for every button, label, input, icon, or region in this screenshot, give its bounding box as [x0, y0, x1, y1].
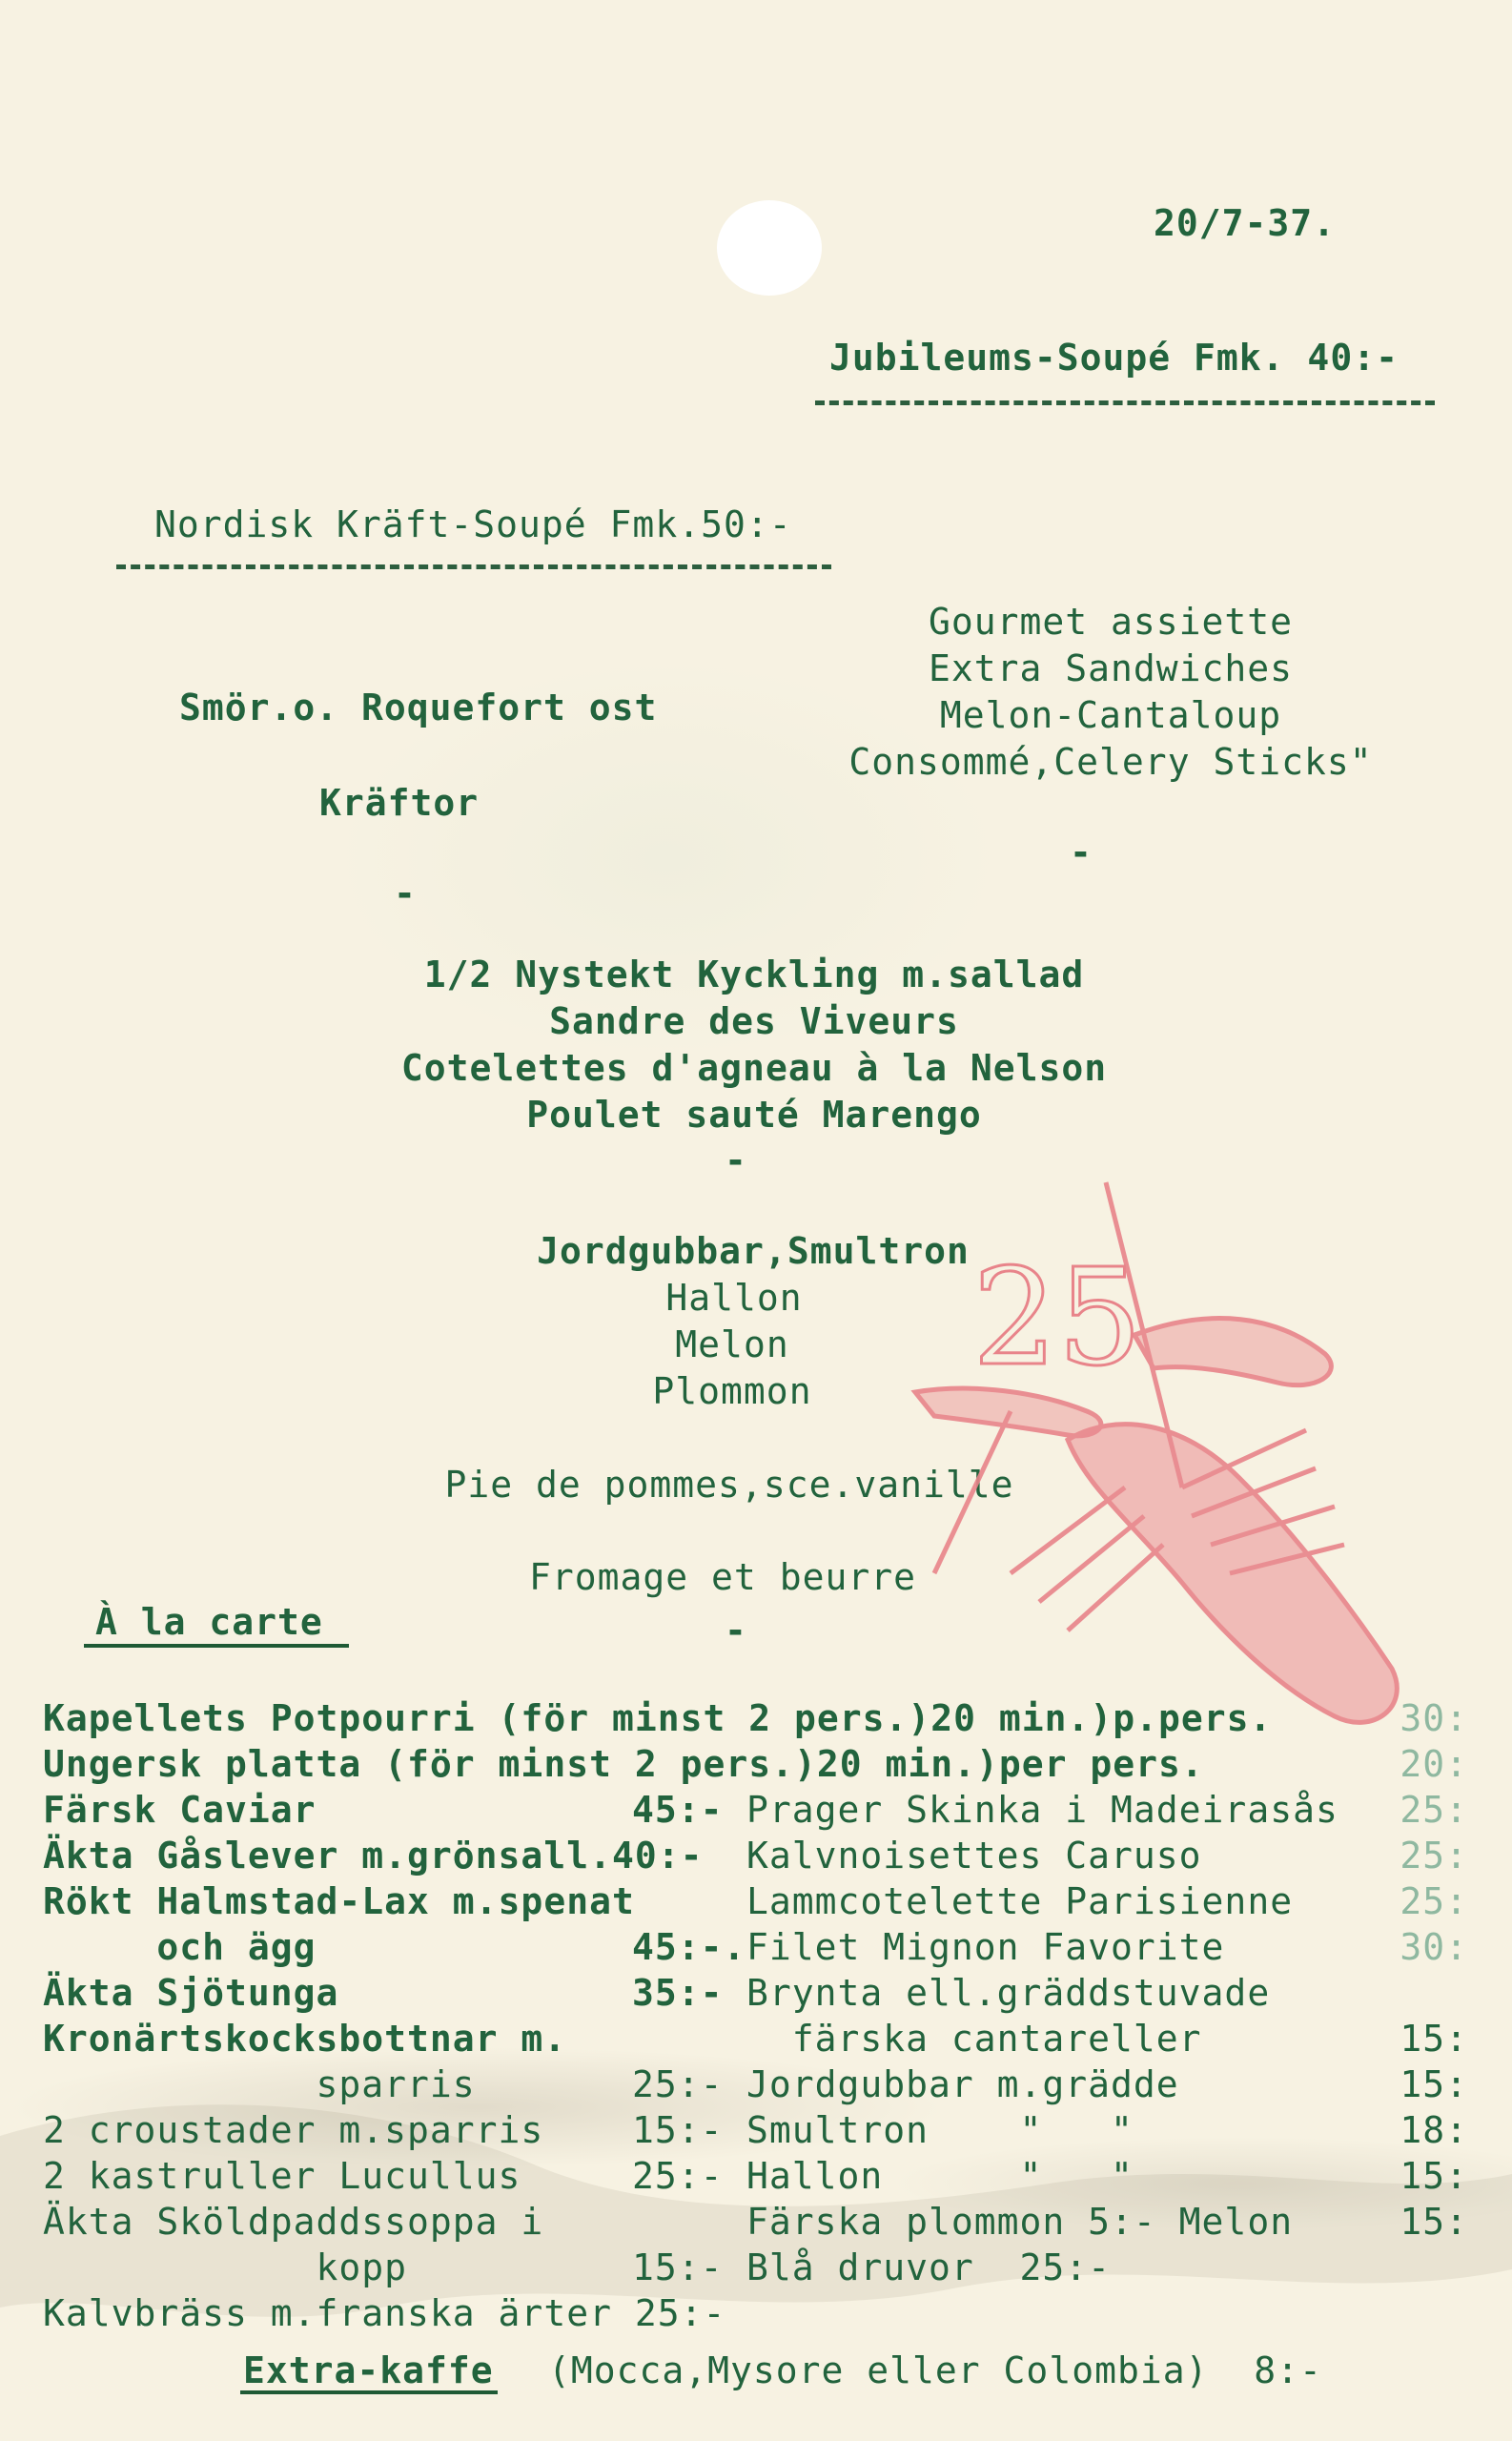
main-course-item: 1/2 Nystekt Kyckling m.sallad: [423, 954, 1085, 995]
carte-right-price: 15:: [1400, 2018, 1468, 2060]
punch-hole: [717, 200, 822, 296]
mains-dash: -: [725, 1139, 747, 1181]
carte-right-price: 30:: [1400, 1926, 1468, 1968]
a-la-carte-heading: À la carte: [95, 1601, 323, 1643]
carte-right-item: Prager Skinka i Madeirasås: [746, 1789, 1338, 1831]
carte-left-price: 25:-: [632, 2063, 724, 2105]
carte-right-price: 15:: [1400, 2201, 1468, 2243]
main-course-item: Cotelettes d'agneau à la Nelson: [400, 1047, 1108, 1089]
crayfish-stamp-icon: [896, 1173, 1449, 1745]
jubileums-underline: [815, 400, 1435, 405]
carte-full-row: Kapellets Potpourri (för minst 2 pers.)20 min.)p.pers.: [43, 1697, 1273, 1739]
left-menu-item: Kräftor: [319, 782, 480, 824]
extra-kaffe-underline: [240, 2390, 498, 2394]
dessert-item: Hallon: [665, 1277, 803, 1319]
carte-full-row-price: 20:: [1400, 1743, 1468, 1785]
right-menu-item: Gourmet assiette: [928, 601, 1294, 643]
carte-right-price: 18:: [1400, 2109, 1468, 2151]
carte-right-item: Färska plommon 5:- Melon: [746, 2201, 1294, 2243]
carte-right-item: Lammcotelette Parisienne: [746, 1880, 1294, 1922]
carte-left-item: Färsk Caviar: [43, 1789, 317, 1831]
carte-left-item: och ägg: [43, 1926, 317, 1968]
carte-right-item: Filet Mignon Favorite: [746, 1926, 1225, 1968]
carte-left-item: Kronärtskocksbottnar m.: [43, 2018, 567, 2060]
carte-full-row: Ungersk platta (för minst 2 pers.)20 min.)per pers.: [43, 1743, 1204, 1785]
carte-left-item: 2 croustader m.sparris: [43, 2109, 544, 2151]
fromage-dash: -: [725, 1610, 747, 1651]
carte-right-item: Brynta ell.gräddstuvade: [746, 1972, 1271, 2014]
carte-left-item: Äkta Sjötunga: [43, 1972, 339, 2014]
pie-item: Pie de pommes,sce.vanille: [444, 1464, 1014, 1506]
carte-left-item: Kalvbräss m.franska ärter 25:-: [43, 2292, 726, 2334]
carte-left-item: sparris: [43, 2063, 476, 2105]
extra-kaffe-label: Extra-kaffe: [243, 2349, 494, 2391]
fromage-item: Fromage et beurre: [529, 1556, 916, 1598]
carte-left-price: 45:-: [632, 1789, 724, 1831]
carte-right-item: färska cantareller: [746, 2018, 1202, 2060]
carte-right-price: 25:: [1400, 1835, 1468, 1877]
left-menu-item: Smör.o. Roquefort ost: [179, 687, 658, 728]
carte-left-item: Äkta Sköldpaddssoppa i: [43, 2201, 544, 2243]
right-menu-item: Consommé,Celery Sticks": [848, 741, 1373, 783]
carte-left-item: 2 kastruller Lucullus: [43, 2155, 521, 2197]
dessert-item: Plommon: [652, 1370, 812, 1412]
carte-right-price: 25:: [1400, 1880, 1468, 1922]
extra-kaffe-text: (Mocca,Mysore eller Colombia) 8:-: [548, 2349, 1322, 2391]
left-menu-dash: -: [394, 872, 417, 914]
menu-date: 20/7-37.: [1154, 202, 1337, 244]
jubileums-soupe-title: Jubileums-Soupé Fmk. 40:-: [829, 337, 1399, 379]
carte-right-price: 15:: [1400, 2155, 1468, 2197]
carte-right-item: Kalvnoisettes Caruso: [746, 1835, 1202, 1877]
nordisk-soupe-title: Nordisk Kräft-Soupé Fmk.50:-: [154, 503, 792, 545]
carte-right-item: Smultron " ": [746, 2109, 1134, 2151]
carte-right-item: Hallon " ": [746, 2155, 1134, 2197]
carte-left-item: Rökt Halmstad-Lax m.spenat: [43, 1880, 635, 1922]
carte-full-row-price: 30:: [1400, 1697, 1468, 1739]
carte-left-price: 45:-.: [632, 1926, 746, 1968]
stamp-number: 25: [972, 1241, 1143, 1396]
right-menu-item: Extra Sandwiches: [928, 647, 1294, 689]
carte-left-price: 15:-: [632, 2109, 724, 2151]
carte-right-price: 15:: [1400, 2063, 1468, 2105]
a-la-carte-underline: [84, 1644, 349, 1648]
dessert-item: Jordgubbar,Smultron: [537, 1230, 970, 1272]
carte-left-item: kopp: [43, 2246, 408, 2288]
carte-right-item: Blå druvor 25:-: [746, 2246, 1112, 2288]
right-menu-dash: -: [1070, 831, 1093, 873]
carte-right-price: 25:: [1400, 1789, 1468, 1831]
right-menu-item: Melon-Cantaloup: [939, 694, 1282, 736]
carte-left-item: Äkta Gåslever m.grönsall.40:-: [43, 1835, 704, 1877]
carte-left-price: 35:-: [632, 1972, 724, 2014]
carte-right-item: Jordgubbar m.grädde: [746, 2063, 1179, 2105]
carte-left-price: 25:-: [632, 2155, 724, 2197]
dessert-item: Melon: [675, 1323, 789, 1365]
nordisk-underline: [116, 564, 831, 569]
main-course-item: Poulet sauté Marengo: [526, 1094, 982, 1136]
carte-left-price: 15:-: [632, 2246, 724, 2288]
main-course-item: Sandre des Viveurs: [549, 1000, 959, 1042]
